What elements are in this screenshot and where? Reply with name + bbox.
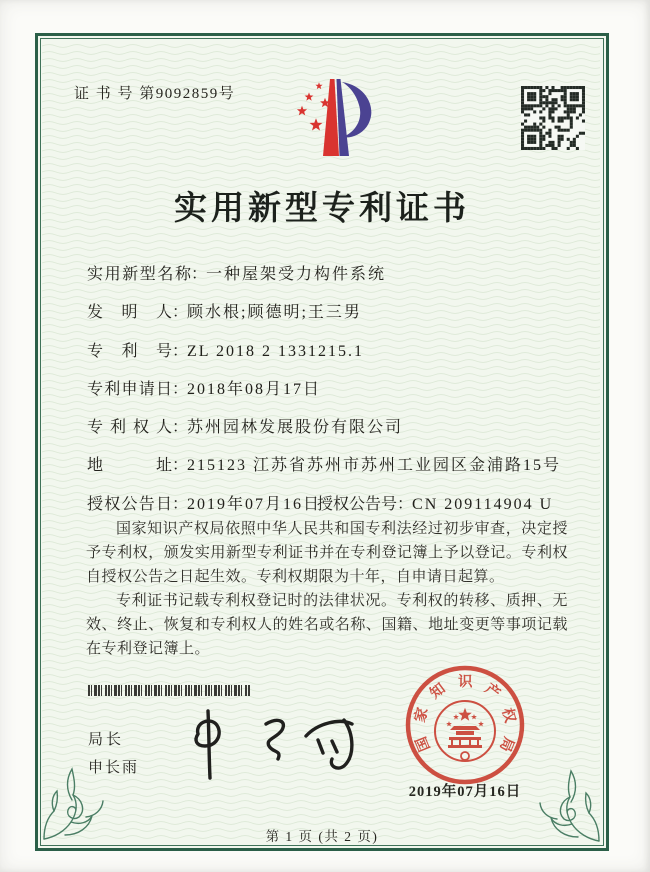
field-value: 苏州园林发展股份有限公司 (187, 419, 404, 437)
field-label: 授权公告号 (317, 495, 398, 513)
svg-text:家: 家 (412, 706, 432, 725)
seal-date: 2019年07月16日 (408, 784, 522, 800)
svg-text:权: 权 (498, 706, 518, 725)
page-number: 第 1 页 (共 2 页) (265, 829, 379, 844)
cnipa-logo-icon (272, 76, 376, 162)
field-colon: ： (397, 495, 414, 513)
official-red-seal (400, 660, 530, 790)
field-row-name (87, 261, 575, 299)
field-label: 专利申请日 (87, 380, 172, 398)
svg-text:知: 知 (427, 680, 449, 703)
grant-number-pair (317, 491, 553, 514)
signer-title: 局长 (88, 732, 125, 748)
field-value: ZL 2018 2 1331215.1 (187, 342, 364, 360)
certificate-number: 证 书 号 第9092859号 (74, 86, 236, 102)
field-colon: ： (172, 304, 189, 322)
handwritten-signature (180, 704, 385, 786)
svg-text:局: 局 (496, 734, 517, 754)
field-value: CN 209114904 U (412, 495, 554, 513)
field-list (87, 261, 575, 529)
legal-paragraph: 国家知识产权局依照中华人民共和国专利法经过初步审查，决定授予专利权，颁发实用新型专利证书并在专利登记簿上予以登记。专利权自授权公告之日起生效。专利权期限为十年，自申请日起算。 (86, 521, 568, 585)
field-label: 专利权人 (87, 419, 172, 437)
field-colon: ： (172, 419, 189, 437)
field-row-filing-date (87, 376, 575, 414)
field-colon: ： (172, 342, 189, 360)
barcode (88, 685, 254, 696)
logo-red-wedge (323, 79, 339, 156)
national-emblem-icon (435, 701, 495, 761)
field-colon: ： (172, 380, 189, 398)
legal-text (86, 517, 568, 661)
field-value: 215123 江苏省苏州市苏州工业园区金浦路15号 (187, 457, 562, 475)
legal-paragraph: 专利证书记载专利权登记时的法律状况。专利权的转移、质押、无效、终止、恢复和专利权人的姓名或名称、国籍、地址变更等事项记载在专利登记簿上。 (86, 593, 568, 657)
field-row-patentee (87, 414, 575, 452)
field-label: 授权公告日 (87, 495, 172, 513)
field-row-inventors (87, 299, 575, 337)
field-label: 实用新型名称 (87, 266, 191, 283)
svg-text:国: 国 (413, 734, 434, 754)
logo-p-bowl (342, 82, 371, 137)
field-colon: ： (172, 457, 189, 475)
field-row-patent-no (87, 338, 575, 376)
field-value: 一种屋架受力构件系统 (206, 266, 387, 283)
logo-purple-wedge (337, 79, 350, 156)
certificate-title: 实用新型专利证书 (174, 191, 470, 227)
field-label: 专利号 (87, 342, 172, 360)
field-value: 2019年07月16日 (187, 495, 322, 513)
field-row-address (87, 452, 575, 490)
qr-code (521, 86, 585, 150)
field-label: 发明人 (87, 304, 172, 322)
field-colon: ： (172, 495, 189, 513)
field-label: 地址 (87, 457, 172, 475)
svg-text:识: 识 (457, 674, 473, 691)
field-value: 顾水根;顾德明;王三男 (187, 304, 362, 322)
field-value: 2018年08月17日 (187, 380, 322, 398)
field-colon: ： (191, 266, 208, 283)
signer-name: 申长雨 (88, 760, 140, 776)
svg-text:产: 产 (481, 680, 503, 703)
